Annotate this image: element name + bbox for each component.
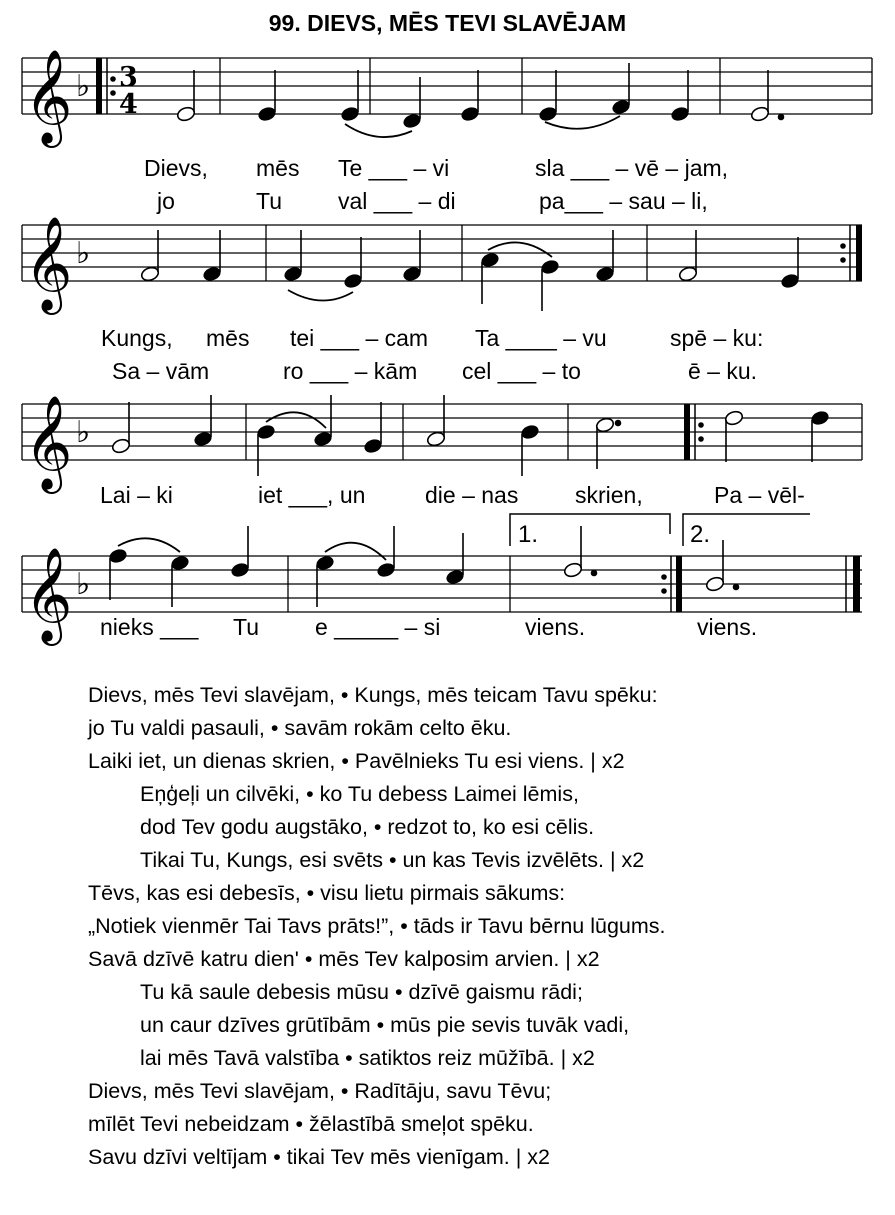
lyric: mēs — [206, 325, 250, 351]
flat-icon: ♭ — [76, 69, 91, 104]
lyric: tei ___ – cam — [290, 325, 429, 351]
flat-icon: ♭ — [76, 567, 91, 602]
verse-line: dod Tev godu augstāko, • redzot to, ko esi cēlis. — [140, 815, 595, 839]
lyric: die – nas — [425, 482, 519, 508]
lyric: spē – ku: — [670, 325, 764, 351]
song-title: 99. DIEVS, MĒS TEVI SLAVĒJAM — [268, 10, 627, 36]
lyric: nieks ___ — [100, 614, 199, 640]
lyric: ē – ku. — [688, 358, 758, 384]
treble-clef-icon: 𝄞 — [24, 49, 73, 144]
verse-line: Eņģeļi un cilvēki, • ko Tu debess Laimei lēmis, — [140, 782, 579, 806]
verse-line: Laiki iet, un dienas skrien, • Pavēlnieks Tu esi viens. | x2 — [88, 749, 625, 773]
repeat-end-barline — [676, 556, 682, 612]
lyric: Pa – vēl- — [714, 482, 805, 508]
lyric: Sa – vām — [112, 358, 210, 384]
verse-line: jo Tu valdi pasauli, • savām rokām celto ēku. — [88, 716, 512, 740]
verse-line: mīlēt Tevi nebeidzam • žēlastībā smeļot spēku. — [88, 1112, 534, 1136]
verse-line: Tikai Tu, Kungs, esi svēts • un kas Tevis izvēlēts. | x2 — [140, 848, 645, 872]
lyric: iet ___, un — [258, 482, 366, 508]
verse-line: Dievs, mēs Tevi slavējam, • Kungs, mēs teicam Tavu spēku: — [88, 683, 658, 707]
lyric: Tu — [256, 188, 282, 214]
verse-line: Dievs, mēs Tevi slavējam, • Radītāju, savu Tēvu; — [88, 1079, 552, 1103]
verse-line: „Notiek vienmēr Tai Tavs prāts!”, • tāds ir Tavu bērnu lūgums. — [88, 914, 666, 938]
lyric: val ___ – di — [338, 188, 456, 214]
verse-line: Tu kā saule debesis mūsu • dzīvē gaismu rādi; — [140, 980, 583, 1004]
lyric: Kungs, — [101, 325, 173, 351]
lyric: pa___ – sau – li, — [539, 188, 708, 214]
volta-2-label: 2. — [690, 521, 711, 548]
time-sig-top: 3 — [119, 62, 138, 93]
treble-clef-icon: 𝄞 — [24, 216, 73, 311]
lyric: e _____ – si — [315, 614, 441, 640]
lyric: skrien, — [575, 482, 643, 508]
lyric: jo — [157, 188, 175, 214]
verse-line: Savā dzīvē katru dien' • mēs Tev kalposim arvien. | x2 — [88, 947, 600, 971]
treble-clef-icon: 𝄞 — [24, 395, 73, 490]
final-barline — [853, 556, 860, 612]
verse-line: un caur dzīves grūtībām • mūs pie sevis tuvāk vadi, — [140, 1013, 630, 1037]
volta-1-label: 1. — [518, 521, 539, 548]
flat-icon: ♭ — [76, 236, 91, 271]
lyric: viens. — [697, 614, 758, 640]
lyric: cel ___ – to — [462, 358, 581, 384]
lyric: Lai – ki — [100, 482, 173, 508]
lyric: Te ___ – vi — [338, 155, 450, 181]
lyric: ro ___ – kām — [283, 358, 418, 384]
verse-line: Savu dzīvi veltījam • tikai Tev mēs vienīgam. | x2 — [88, 1145, 550, 1169]
lyric: Ta ____ – vu — [475, 325, 607, 351]
lyric: Tu — [233, 614, 259, 640]
lyric: viens. — [525, 614, 586, 640]
lyric: sla ___ – vē – jam, — [535, 155, 729, 181]
lyric: Dievs, — [144, 155, 208, 181]
verse-line: Tēvs, kas esi debesīs, • visu lietu pirmais sākums: — [88, 881, 566, 905]
time-sig-bottom: 4 — [119, 89, 138, 120]
lyric: mēs — [256, 155, 300, 181]
verse-line: lai mēs Tavā valstība • satiktos reiz mūžībā. | x2 — [140, 1046, 595, 1070]
flat-icon: ♭ — [76, 415, 91, 450]
treble-clef-icon: 𝄞 — [24, 547, 73, 642]
